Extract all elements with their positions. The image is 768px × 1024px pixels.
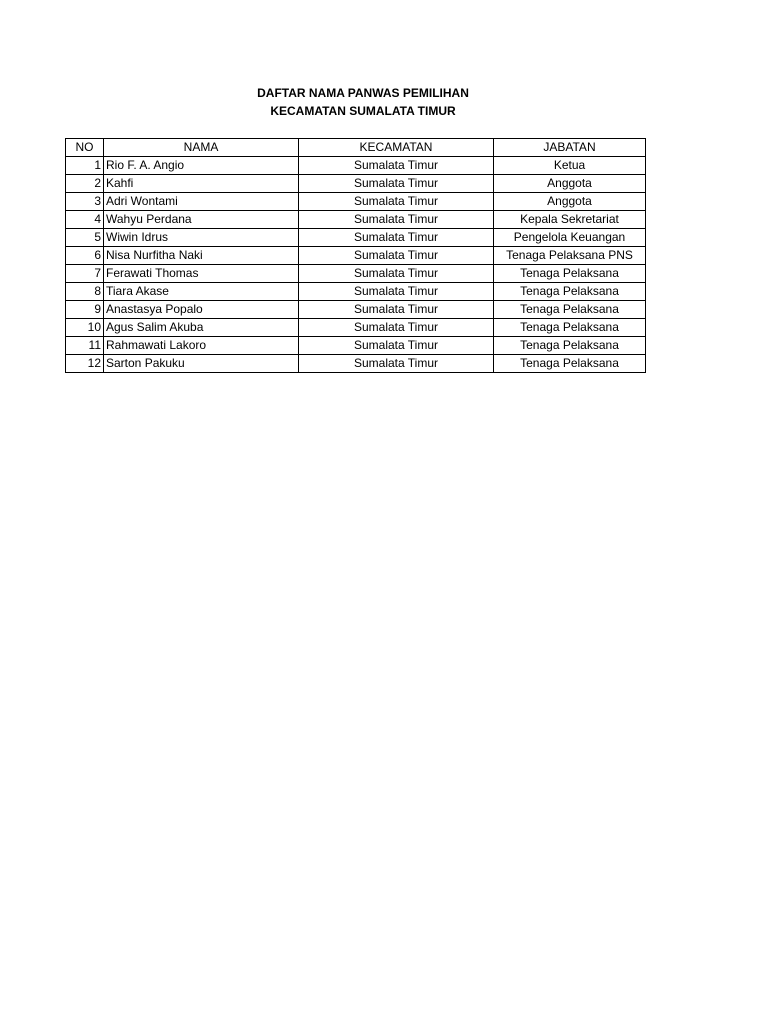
cell-jabatan: Tenaga Pelaksana	[494, 319, 646, 337]
table-row	[66, 157, 646, 175]
cell-jabatan: Tenaga Pelaksana	[494, 301, 646, 319]
cell-kecamatan: Sumalata Timur	[299, 301, 494, 319]
cell-kecamatan: Sumalata Timur	[299, 355, 494, 373]
table-row	[66, 193, 646, 211]
table-row	[66, 301, 646, 319]
cell-nama: Kahfi	[104, 175, 299, 193]
cell-jabatan: Tenaga Pelaksana	[494, 265, 646, 283]
cell-kecamatan: Sumalata Timur	[299, 319, 494, 337]
cell-kecamatan: Sumalata Timur	[299, 193, 494, 211]
cell-kecamatan: Sumalata Timur	[299, 229, 494, 247]
cell-jabatan: Kepala Sekretariat	[494, 211, 646, 229]
table-row	[66, 175, 646, 193]
cell-nama: Adri Wontami	[104, 193, 299, 211]
cell-no: 2	[66, 175, 104, 193]
table-row	[66, 247, 646, 265]
cell-no: 3	[66, 193, 104, 211]
table-body	[66, 157, 646, 373]
cell-no: 8	[66, 283, 104, 301]
cell-jabatan: Anggota	[494, 193, 646, 211]
table-row	[66, 337, 646, 355]
cell-kecamatan: Sumalata Timur	[299, 157, 494, 175]
cell-no: 7	[66, 265, 104, 283]
cell-nama: Tiara Akase	[104, 283, 299, 301]
cell-no: 10	[66, 319, 104, 337]
cell-nama: Rahmawati Lakoro	[104, 337, 299, 355]
cell-no: 5	[66, 229, 104, 247]
header-jabatan: JABATAN	[494, 139, 646, 157]
cell-nama: Wahyu Perdana	[104, 211, 299, 229]
cell-jabatan: Tenaga Pelaksana	[494, 283, 646, 301]
table-row	[66, 283, 646, 301]
cell-no: 6	[66, 247, 104, 265]
table-row	[66, 211, 646, 229]
table-row	[66, 229, 646, 247]
panwas-table	[65, 138, 646, 373]
table-header-row	[66, 139, 646, 157]
cell-nama: Rio F. A. Angio	[104, 157, 299, 175]
header-nama: NAMA	[104, 139, 299, 157]
cell-nama: Wiwin Idrus	[104, 229, 299, 247]
header-no: NO	[66, 139, 104, 157]
cell-nama: Sarton Pakuku	[104, 355, 299, 373]
cell-jabatan: Tenaga Pelaksana	[494, 355, 646, 373]
cell-no: 1	[66, 157, 104, 175]
title-line-1: DAFTAR NAMA PANWAS PEMILIHAN	[257, 86, 469, 100]
cell-kecamatan: Sumalata Timur	[299, 247, 494, 265]
cell-nama: Anastasya Popalo	[104, 301, 299, 319]
cell-no: 9	[66, 301, 104, 319]
document-title	[0, 84, 726, 120]
cell-kecamatan: Sumalata Timur	[299, 211, 494, 229]
cell-no: 11	[66, 337, 104, 355]
cell-kecamatan: Sumalata Timur	[299, 337, 494, 355]
cell-nama: Nisa Nurfitha Naki	[104, 247, 299, 265]
cell-jabatan: Pengelola Keuangan	[494, 229, 646, 247]
cell-jabatan: Tenaga Pelaksana	[494, 337, 646, 355]
header-kecamatan: KECAMATAN	[299, 139, 494, 157]
table-row	[66, 319, 646, 337]
cell-jabatan: Anggota	[494, 175, 646, 193]
cell-nama: Ferawati Thomas	[104, 265, 299, 283]
table-row	[66, 265, 646, 283]
cell-no: 4	[66, 211, 104, 229]
cell-kecamatan: Sumalata Timur	[299, 175, 494, 193]
cell-jabatan: Ketua	[494, 157, 646, 175]
title-line-2: KECAMATAN SUMALATA TIMUR	[270, 104, 456, 118]
cell-kecamatan: Sumalata Timur	[299, 265, 494, 283]
cell-kecamatan: Sumalata Timur	[299, 283, 494, 301]
table-row	[66, 355, 646, 373]
cell-nama: Agus Salim Akuba	[104, 319, 299, 337]
cell-jabatan: Tenaga Pelaksana PNS	[494, 247, 646, 265]
cell-no: 12	[66, 355, 104, 373]
